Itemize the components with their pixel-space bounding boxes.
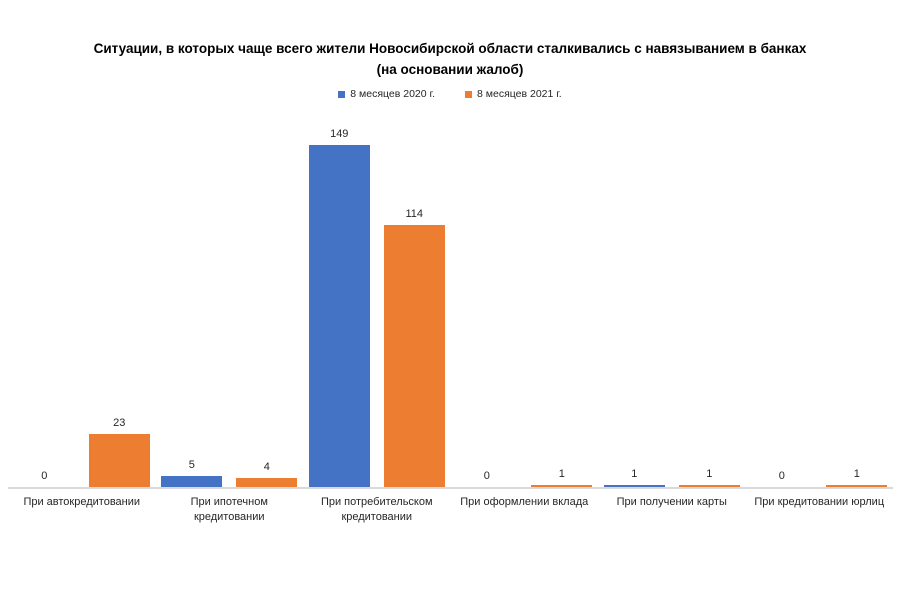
category-label: При оформлении вклада	[460, 496, 589, 508]
bar-pair	[751, 100, 887, 487]
bar-group	[8, 100, 156, 526]
value-label: 5	[188, 458, 195, 471]
value-label: 0	[41, 470, 48, 482]
value-label: 1	[558, 467, 565, 480]
bar	[161, 458, 222, 488]
chart-title-line1: Ситуации, в которых чаще всего жители Новосибирской области сталкивались с навязыванием в банках	[93, 41, 807, 56]
legend-label: 8 месяцев 2020 г.	[350, 88, 435, 100]
category-label: При автокредитовании	[23, 496, 141, 508]
bar	[89, 417, 150, 487]
value-label: 4	[263, 460, 270, 473]
bar	[531, 467, 592, 487]
category-label: При потребительском кредитовании	[320, 496, 433, 524]
bar-groups	[8, 100, 893, 526]
bar	[309, 128, 370, 487]
value-label: 1	[706, 467, 713, 480]
bar-group	[746, 100, 894, 526]
value-label: 149	[330, 128, 349, 140]
bar	[236, 460, 297, 487]
bar-pair	[161, 100, 297, 487]
value-label: 114	[405, 208, 424, 221]
bar-group	[156, 100, 304, 526]
chart-title	[0, 38, 900, 80]
legend-swatch-icon	[465, 91, 472, 98]
plot-area	[8, 100, 893, 530]
value-label: 1	[853, 467, 860, 480]
bar	[384, 208, 445, 487]
legend-item-1	[465, 88, 562, 100]
legend-label: 8 месяцев 2021 г.	[477, 88, 562, 100]
legend-item-0	[338, 88, 435, 100]
bar-pair	[456, 100, 592, 487]
value-label: 1	[631, 467, 638, 480]
bar-group	[303, 100, 451, 526]
value-label: 0	[778, 470, 785, 482]
value-label: 23	[113, 417, 126, 430]
bar	[604, 467, 665, 487]
bar-group	[451, 100, 599, 526]
chart-title-line2: (на основании жалоб)	[376, 62, 524, 77]
category-label: При кредитовании юрлиц	[754, 496, 885, 508]
bar-pair	[309, 100, 445, 487]
category-label: При получении карты	[616, 496, 727, 508]
legend-swatch-icon	[338, 91, 345, 98]
category-label: При ипотечном кредитовании	[190, 496, 268, 524]
bar	[826, 467, 887, 487]
bar-pair	[604, 100, 740, 487]
bar-group	[598, 100, 746, 526]
bar	[679, 467, 740, 487]
chart-legend	[0, 88, 900, 100]
value-label: 0	[483, 470, 490, 482]
bar-pair	[14, 100, 150, 487]
